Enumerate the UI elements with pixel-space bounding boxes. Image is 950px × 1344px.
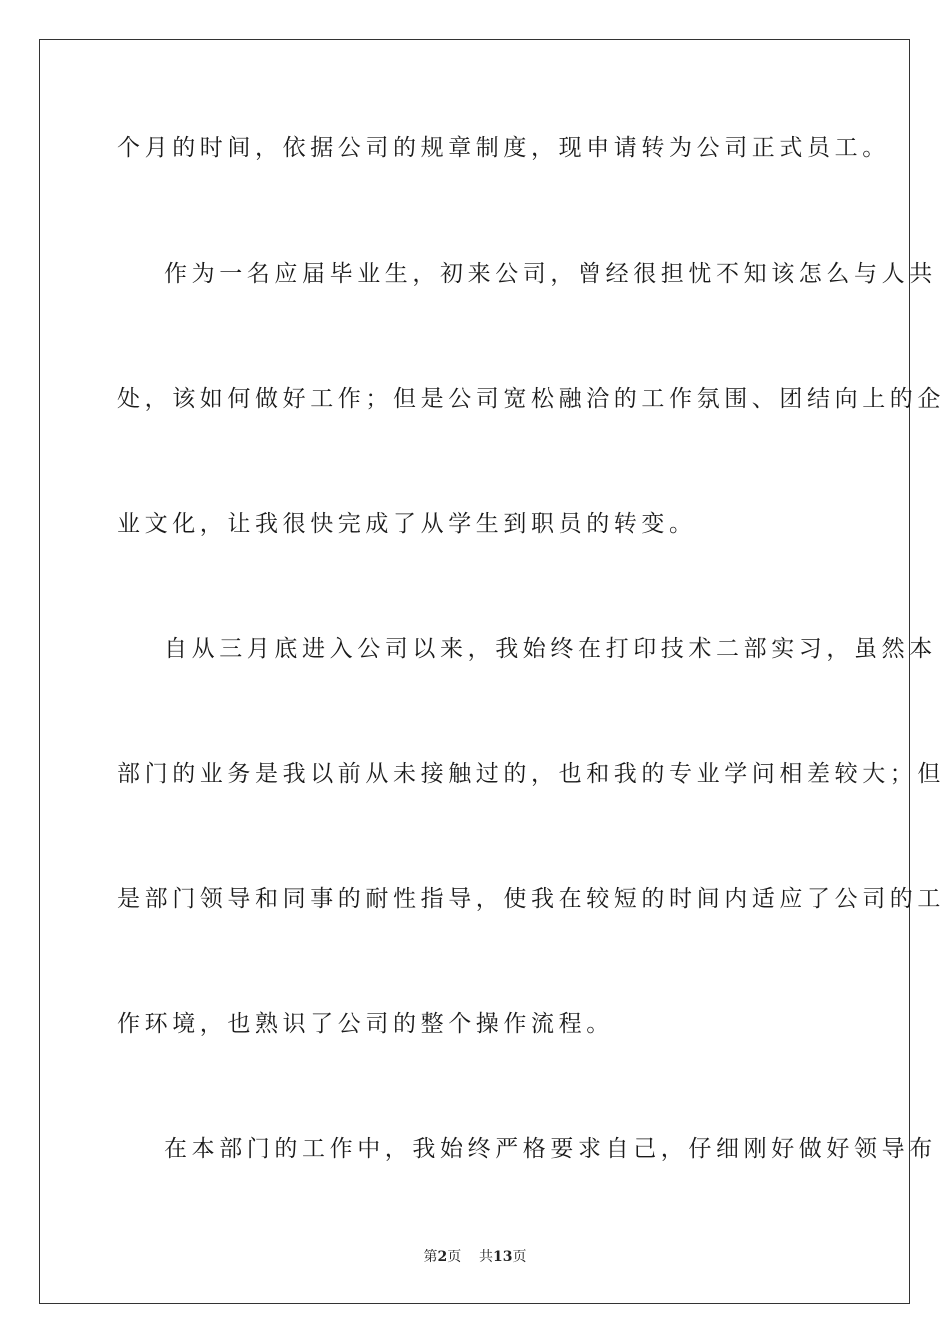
page-prefix: 第 bbox=[423, 1249, 438, 1265]
page-suffix: 页 bbox=[447, 1249, 462, 1265]
paragraph-line: 作环境，也熟识了公司的整个操作流程。 bbox=[117, 1011, 614, 1037]
page-frame bbox=[39, 39, 945, 1304]
paragraph-line: 个月的时间，依据公司的规章制度，现申请转为公司正式员工。 bbox=[117, 135, 890, 161]
paragraph-line: 业文化，让我很快完成了从学生到职员的转变。 bbox=[117, 511, 697, 537]
paragraph-line: 处，该如何做好工作；但是公司宽松融洽的工作氛围、团结向上的企 bbox=[117, 386, 945, 412]
paragraph-line: 部门的业务是我以前从未接触过的，也和我的专业学问相差较大；但 bbox=[117, 761, 945, 787]
total-pages: 13 bbox=[493, 1249, 513, 1265]
paragraph-line: 自从三月底进入公司以来，我始终在打印技术二部实习，虽然本 bbox=[164, 636, 937, 662]
total-prefix: 共 bbox=[479, 1249, 494, 1265]
paragraph-line: 在本部门的工作中，我始终严格要求自己，仔细刚好做好领导布 bbox=[164, 1136, 937, 1162]
paragraph-line: 是部门领导和同事的耐性指导，使我在较短的时间内适应了公司的工 bbox=[117, 886, 945, 912]
page-footer bbox=[0, 1248, 950, 1266]
page-number: 2 bbox=[437, 1249, 448, 1265]
total-suffix: 页 bbox=[512, 1249, 527, 1265]
paragraph-line: 作为一名应届毕业生，初来公司，曾经很担忧不知该怎么与人共 bbox=[164, 261, 937, 287]
